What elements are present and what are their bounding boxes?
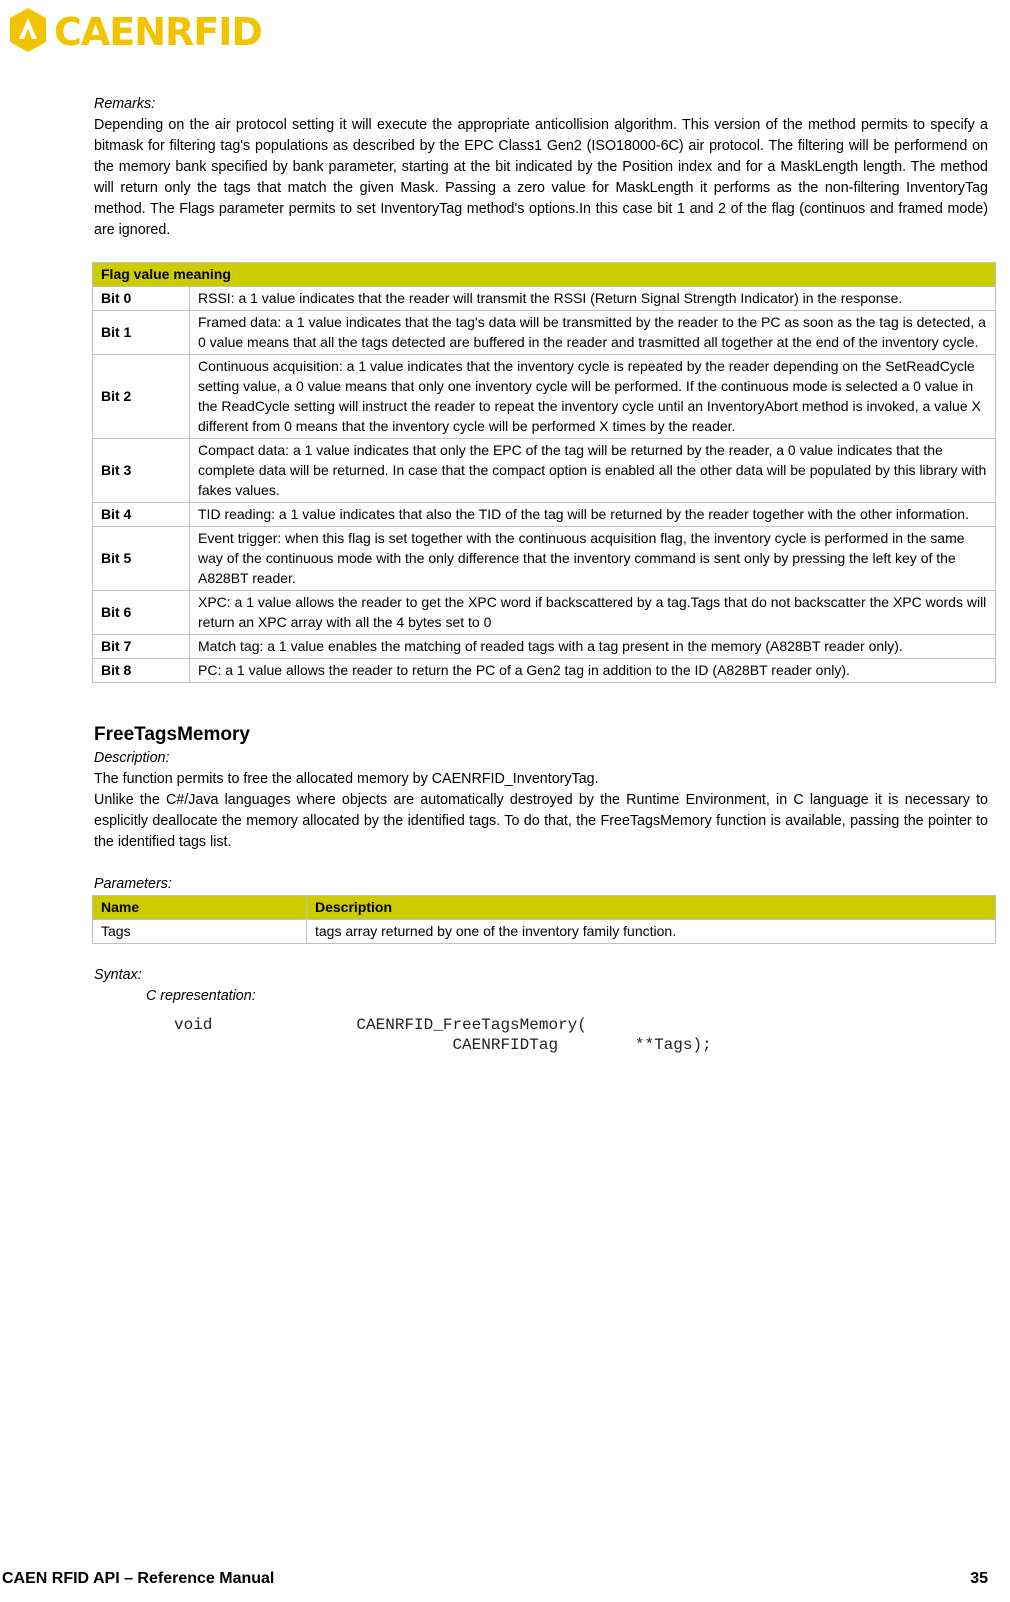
table-row [93, 439, 996, 503]
table-row [93, 355, 996, 439]
table-row [93, 287, 996, 311]
footer-title: CAEN RFID API – Reference Manual [2, 1570, 275, 1587]
param-name: Tags [93, 920, 307, 944]
description-line-2: Unlike the C#/Java languages where objects are automatically destroyed by the Runtime Environment, in C language it is necessary to esplicitly deallocate the memory allocated by the identified tags. To do that, the FreeTagsMemory function is available, passing the pointer to the identified tags list. [94, 792, 988, 850]
remarks-heading: Remarks: [94, 96, 156, 112]
flag-bit-label: Bit 5 [93, 527, 190, 591]
flag-bit-description: Continuous acquisition: a 1 value indicates that the inventory cycle is repeated by the reader depending on the SetReadCycle setting value, a 0 value means that only one inventory cycle will be performed. If the continuous mode is selected a 0 value in the ReadCycle setting will instruct the reader to repeat the inventory cycle until an InventoryAbort method is invoked, a value X different from 0 means that the inventory cycle will be performed X times by the reader. [190, 355, 996, 439]
flag-bit-description: Event trigger: when this flag is set together with the continuous acquisition flag, the inventory cycle is performed in the same way of the continuous mode with the only difference that the inventory command is sent only by pressing the left key of the A828BT reader. [190, 527, 996, 591]
flag-bit-description: PC: a 1 value allows the reader to return the PC of a Gen2 tag in addition to the ID (A828BT reader only). [190, 659, 996, 683]
table-row [93, 503, 996, 527]
code-line-2: CAENRFIDTag **Tags); [174, 1036, 712, 1054]
description-line-1: The function permits to free the allocated memory by CAENRFID_InventoryTag. [94, 771, 599, 787]
section-title: FreeTagsMemory [94, 724, 250, 745]
c-representation-heading: C representation: [146, 988, 256, 1004]
flag-bit-label: Bit 4 [93, 503, 190, 527]
flag-bit-label: Bit 0 [93, 287, 190, 311]
table-row [93, 920, 996, 944]
table-row [93, 527, 996, 591]
code-line-1: void CAENRFID_FreeTagsMemory( [174, 1016, 587, 1034]
flag-bit-label: Bit 2 [93, 355, 190, 439]
flag-bit-description: Compact data: a 1 value indicates that only the EPC of the tag will be returned by the reader, a 0 value indicates that the complete data will be returned. In case that the compact option is enabled all the other data will be populated by this library with fakes values. [190, 439, 996, 503]
logo-text: CAENRFID [54, 10, 262, 54]
flags-table-header [93, 263, 996, 287]
flag-bit-label: Bit 7 [93, 635, 190, 659]
table-row [93, 635, 996, 659]
params-header-name: Name [93, 896, 307, 920]
flag-bit-label: Bit 6 [93, 591, 190, 635]
flag-bit-description: RSSI: a 1 value indicates that the reader will transmit the RSSI (Return Signal Strength Indicator) in the response. [190, 287, 996, 311]
remarks-text: Depending on the air protocol setting it will execute the appropriate anticollision algorithm. This version of the method permits to specify a bitmask for filtering tag's populations as described by the EPC Class1 Gen2 (ISO18000-6C) air protocol. The filtering will be performend on the memory bank specified by bank parameter, starting at the bit indicated by the Position index and for a MaskLength length. The method will return only the tags that match the given Mask. Passing a zero value for MaskLength it performs as the non-filtering InventoryTag method. The Flags parameter permits to set InventoryTag method's options.In this case bit 1 and 2 of the flag (continuos and framed mode) are ignored. [94, 117, 988, 238]
page-content [94, 94, 988, 1055]
flag-bit-description: Match tag: a 1 value enables the matching of readed tags with a tag present in the memory (A828BT reader only). [190, 635, 996, 659]
param-description: tags array returned by one of the inventory family function. [307, 920, 996, 944]
logo-hexagon-icon [10, 8, 46, 52]
parameters-heading: Parameters: [94, 876, 172, 892]
flag-bit-label: Bit 3 [93, 439, 190, 503]
params-header-description: Description [307, 896, 996, 920]
flags-header-cell: Flag value meaning [93, 263, 996, 287]
caenrfid-logo [6, 6, 286, 54]
params-header-row [93, 896, 996, 920]
table-row [93, 591, 996, 635]
flag-bit-label: Bit 1 [93, 311, 190, 355]
flag-bit-description: Framed data: a 1 value indicates that the tag's data will be transmitted by the reader to the PC as soon as the tag is detected, a 0 value means that all the tags detected are buffered in the reader and trasmitted all together at the end of the inventory cycle. [190, 311, 996, 355]
flag-bit-description: XPC: a 1 value allows the reader to get the XPC word if backscattered by a tag.Tags that do not backscatter the XPC words will return an XPC array with all the 4 bytes set to 0 [190, 591, 996, 635]
description-heading: Description: [94, 750, 170, 766]
flag-bit-label: Bit 8 [93, 659, 190, 683]
flag-bit-description: TID reading: a 1 value indicates that also the TID of the tag will be returned by the reader together with the other information. [190, 503, 996, 527]
page-number: 35 [970, 1570, 988, 1587]
syntax-heading: Syntax: [94, 967, 142, 983]
flags-table [92, 262, 996, 683]
table-row [93, 659, 996, 683]
table-row [93, 311, 996, 355]
page-footer [2, 1570, 988, 1588]
parameters-table [92, 895, 996, 944]
